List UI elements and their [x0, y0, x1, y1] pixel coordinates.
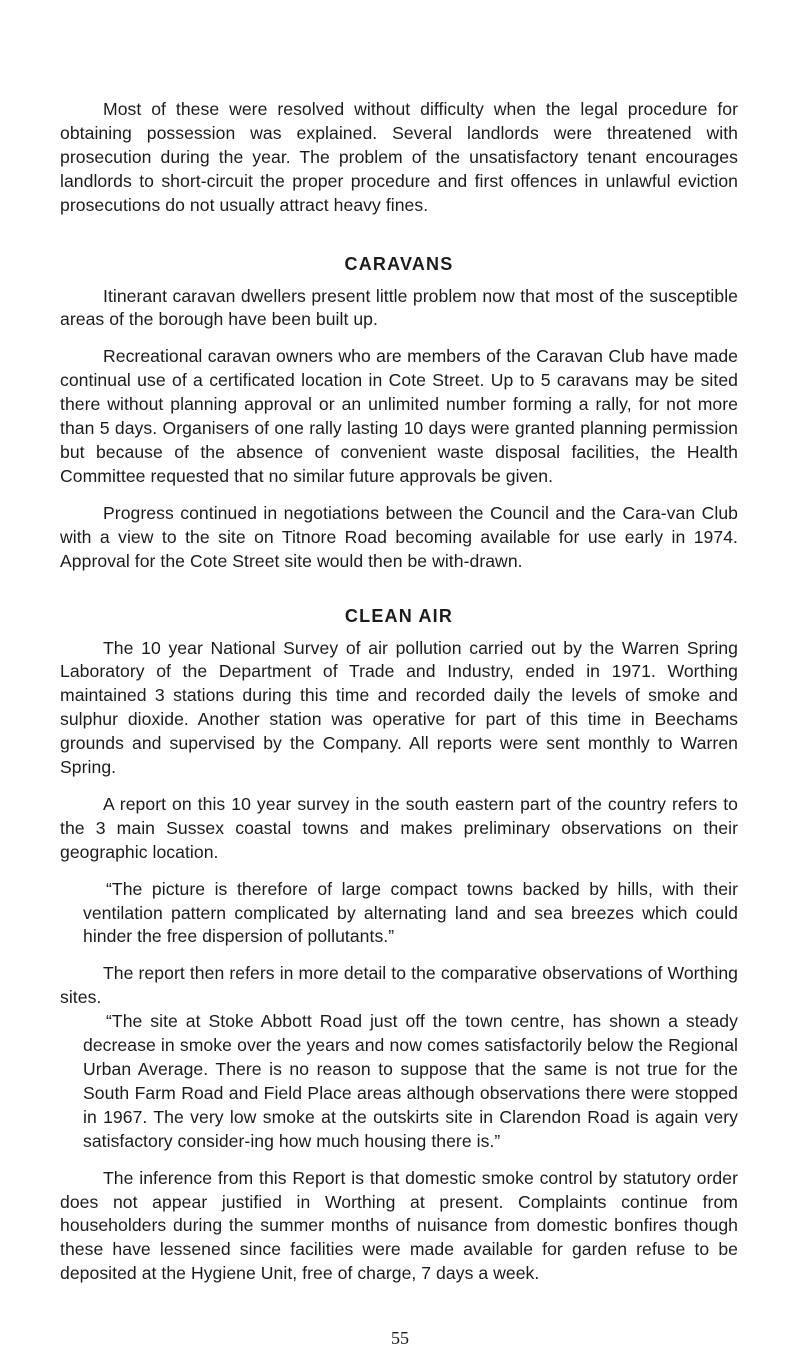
- clean-air-quote-2: “The site at Stoke Abbott Road just off the town centre, has shown a steady decrease in smoke over the years and now comes satisfactorily below the Regional Urban Average. There is no reason to suppose that the same is not true for the South Farm Road and Field Place areas although observations there were stopped in 1967. The very low smoke at the outskirts site in Clarendon Road is again very satisfactory consider-ing how much housing there is.”: [83, 1011, 738, 1151]
- caravans-paragraph-1: Itinerant caravan dwellers present little problem now that most of the susceptible areas of the borough have been built up.: [60, 285, 738, 330]
- clean-air-paragraph-4: The inference from this Report is that domestic smoke control by statutory order does not appear justified in Worthing at present. Complaints continue from householders during the summer months of nuisance from domestic bonfires though these have lessened since facilities were made available for garden refuse to be deposited at the Hygiene Unit, free of charge, 7 days a week.: [60, 1167, 738, 1284]
- clean-air-paragraph-1: The 10 year National Survey of air pollution carried out by the Warren Spring Laboratory of the Department of Trade and Industry, ended in 1971. Worthing maintained 3 stations during this time and recorded daily the levels of smoke and sulphur dioxide. Another station was operative for part of this time in Beechams grounds and supervised by the Company. All reports were sent monthly to Warren Spring.: [60, 637, 738, 778]
- intro-paragraph: Most of these were resolved without difficulty when the legal procedure for obtaining possession was explained. Several landlords were threatened with prosecution during the year. The problem of the unsatisfactory tenant encourages landlords to short-circuit the proper procedure and first offences in unlawful eviction prosecutions do not usually attract heavy fines.: [60, 99, 738, 215]
- caravans-paragraph-2: Recreational caravan owners who are members of the Caravan Club have made continual use of a certificated location in Cote Street. Up to 5 caravans may be sited there without planning approval or an unlimited number forming a rally, for not more than 5 days. Organisers of one rally lasting 10 days were granted planning permission but because of the absence of convenient waste disposal facilities, the Health Committee requested that no similar future approvals be given.: [60, 346, 738, 486]
- caravans-paragraph-3: Progress continued in negotiations between the Council and the Cara-van Club with a view to the site on Titnore Road becoming available for use early in 1974. Approval for the Cote Street site would then be with-drawn.: [60, 502, 738, 571]
- clean-air-heading: CLEAN AIR: [344, 605, 454, 626]
- page-number: 55: [391, 1328, 409, 1348]
- clean-air-quote-1: “The picture is therefore of large compact towns backed by hills, with their ventilation pattern complicated by alternating land and sea breezes which could hinder the free dispersion of pollutants.”: [83, 878, 738, 947]
- caravans-heading: CARAVANS: [344, 253, 454, 274]
- document-page: [60, 98, 738, 1286]
- clean-air-paragraph-2: A report on this 10 year survey in the south eastern part of the country refers to the 3 main Sussex coastal towns and makes preliminary observations on their geographic location.: [60, 793, 738, 862]
- clean-air-paragraph-3: The report then refers in more detail to the comparative observations of Worthing sites.: [60, 963, 738, 1008]
